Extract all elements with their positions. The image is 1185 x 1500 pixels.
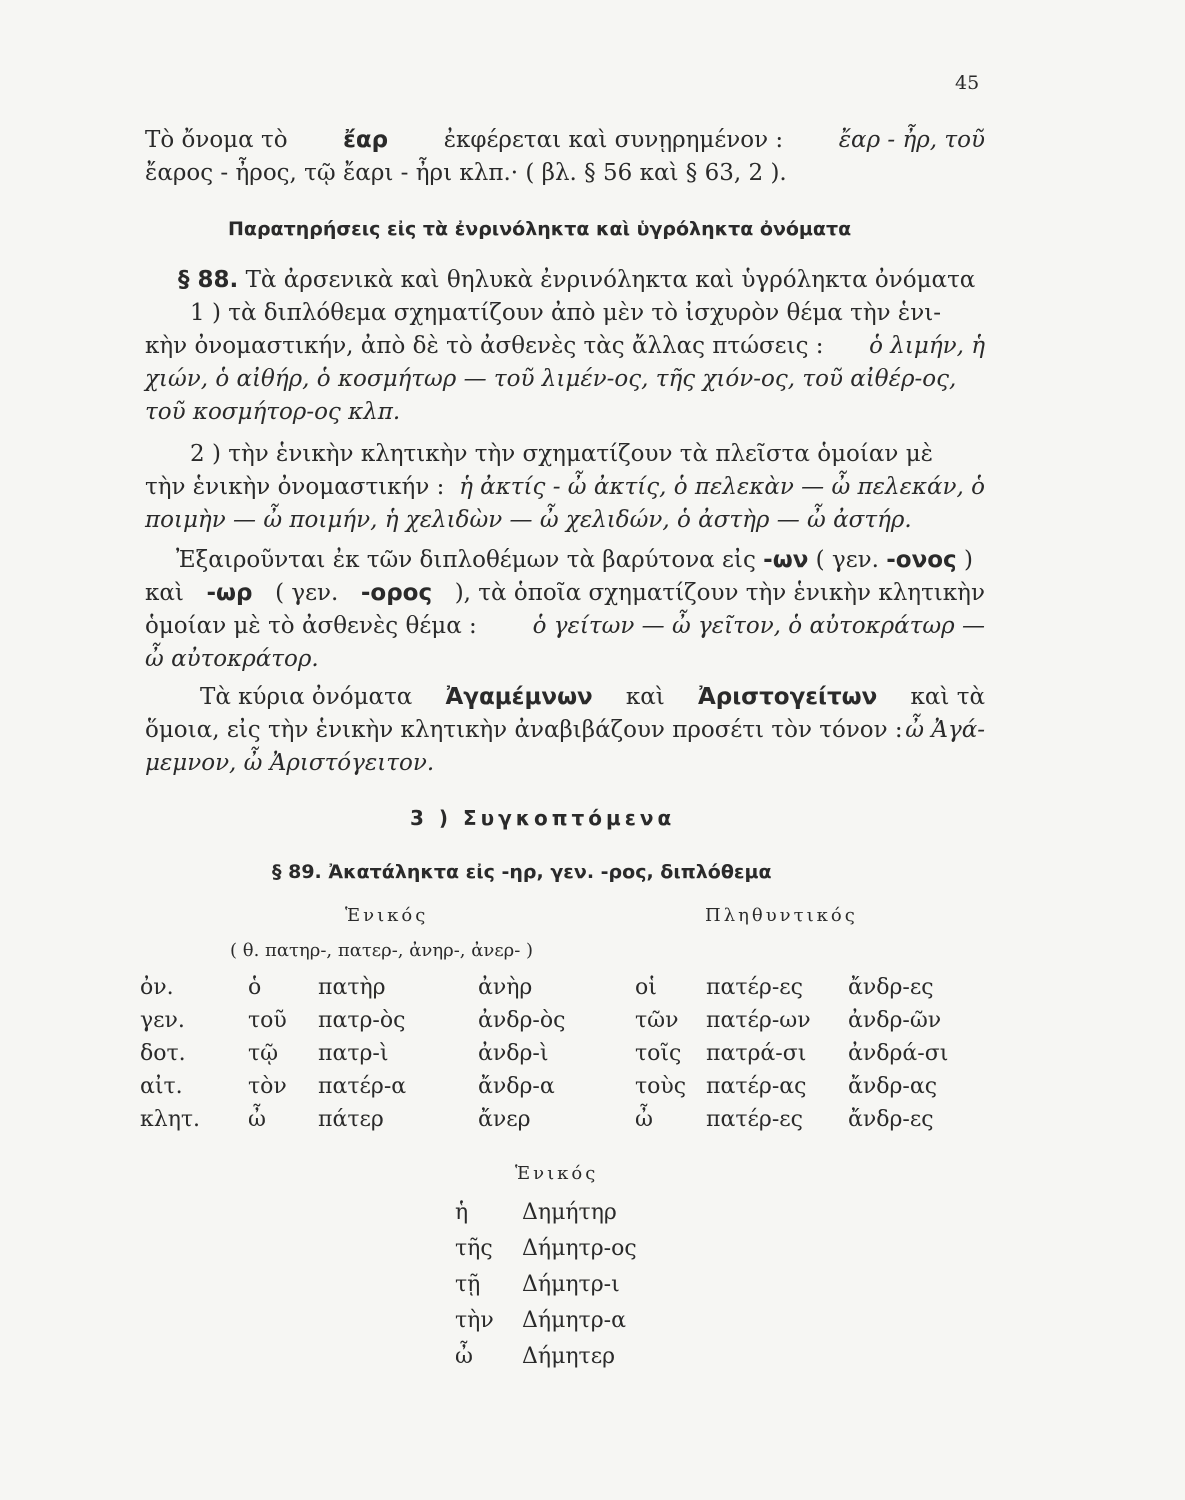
section-number: § 88. bbox=[178, 267, 239, 293]
form-pater: πατὴρ bbox=[318, 975, 386, 1000]
plural-article: τοὺς bbox=[635, 1074, 687, 1099]
example-line: χιών, ὁ αἰθήρ, ὁ κοσμήτωρ — τοῦ λιμέν-ος, τῆς χιόν-ος, τοῦ αἰθέρ-ος, bbox=[145, 366, 957, 392]
example-text: ἡ ἀκτίς - ὦ ἀκτίς, ὁ πελεκὰν — ὦ πελεκάν, ὁ bbox=[459, 474, 985, 500]
article: ὦ bbox=[248, 1107, 266, 1132]
text-span: ), τὰ ὁποῖα σχηματίζουν τὴν ἑνικὴν κλητικὴν bbox=[454, 580, 985, 606]
form-pater: πάτερ bbox=[318, 1107, 384, 1132]
text-span: ἐκφέρεται καὶ συνῃρημένον : bbox=[443, 127, 784, 153]
text-line bbox=[145, 611, 985, 641]
text-span: ὅμοια, εἰς τὴν ἑνικὴν κλητικὴν ἀναβιβάζουν προσέτι τὸν τόνον : bbox=[145, 717, 903, 743]
form-demeter: Δήμητρ-α bbox=[522, 1308, 626, 1333]
form-aner: ἀνδρ-ὸς bbox=[478, 1008, 566, 1033]
text-span: κὴν ὀνομαστικήν, ἀπὸ δὲ τὸ ἀσθενὲς τὰς ἄλλας πτώσεις : bbox=[145, 333, 824, 359]
bold-ending: -ων bbox=[763, 547, 809, 573]
text-line bbox=[145, 715, 985, 745]
text-line bbox=[200, 682, 985, 712]
plural-form-aner: ἀνδρά-σι bbox=[848, 1041, 949, 1066]
example-line: τοῦ κοσμήτορ-ος κλπ. bbox=[145, 399, 401, 425]
section-heading: Παρατηρήσεις εἰς τὰ ἐνρινόληκτα καὶ ὑγρόληκτα ὀνόματα bbox=[228, 218, 852, 240]
example-line: ποιμὴν — ὦ ποιμήν, ἡ χελιδὼν — ὦ χελιδών, ὁ ἀστὴρ — ὦ ἀστήρ. bbox=[145, 507, 912, 533]
example-text: ὁ λιμήν, ἡ bbox=[869, 333, 985, 359]
text-span: ( γεν. bbox=[815, 547, 879, 573]
form-demeter: Δημήτηρ bbox=[522, 1200, 617, 1225]
bold-ending: -ωρ bbox=[206, 580, 253, 606]
case-label: αἰτ. bbox=[140, 1074, 183, 1099]
text-line bbox=[178, 265, 975, 295]
column-header-singular: Ἑνικός bbox=[345, 905, 429, 926]
text-line bbox=[145, 125, 985, 155]
theme-note: ( θ. πατηρ-, πατερ-, ἀνηρ-, ἀνερ- ) bbox=[230, 940, 534, 961]
form-demeter: Δήμητερ bbox=[522, 1344, 616, 1369]
form-pater: πατρ-ὶ bbox=[318, 1041, 389, 1066]
plural-form-pater: πατέρ-ας bbox=[706, 1074, 807, 1099]
example-text: ἔαρ - ἦρ, τοῦ bbox=[838, 127, 985, 153]
article: τῇ bbox=[455, 1272, 481, 1297]
plural-form-aner: ἄνδρ-ες bbox=[848, 975, 934, 1000]
plural-form-pater: πατρά-σι bbox=[706, 1041, 807, 1066]
text-span: ( γεν. bbox=[275, 580, 339, 606]
text-span: καὶ bbox=[145, 580, 184, 606]
article: ὁ bbox=[248, 975, 262, 1000]
proper-name: Ἀριστογείτων bbox=[697, 684, 878, 710]
article: τῷ bbox=[248, 1041, 279, 1066]
plural-form-aner: ἄνδρ-ας bbox=[848, 1074, 938, 1099]
section-heading: § 89. Ἀκατάληκτα εἰς -ηρ, γεν. -ρος, διπλόθεμα bbox=[272, 861, 772, 883]
form-pater: πατέρ-α bbox=[318, 1074, 407, 1099]
case-label: ὀν. bbox=[140, 975, 174, 1000]
bold-ending: -ονος bbox=[886, 547, 957, 573]
proper-name: Ἀγαμέμνων bbox=[445, 684, 593, 710]
plural-form-pater: πατέρ-ων bbox=[706, 1008, 811, 1033]
plural-form-pater: πατέρ-ες bbox=[706, 1107, 803, 1132]
text-span: Τὰ ἀρσενικὰ καὶ θηλυκὰ ἐνρινόληκτα καὶ ὑγρόληκτα ὀνόματα bbox=[245, 267, 976, 293]
subsection-heading: 3 ) Συγκοπτόμενα bbox=[410, 806, 676, 830]
plural-form-aner: ἄνδρ-ες bbox=[848, 1107, 934, 1132]
article: τὴν bbox=[455, 1308, 494, 1333]
example-text: ὁ γείτων — ὦ γεῖτον, ὁ αὐτοκράτωρ — bbox=[532, 613, 985, 639]
example-line: ὦ αὐτοκράτορ. bbox=[145, 646, 319, 672]
text-line bbox=[176, 545, 973, 575]
plural-article: τοῖς bbox=[635, 1041, 682, 1066]
page-number: 45 bbox=[955, 72, 980, 94]
bold-ending: -ορος bbox=[360, 580, 433, 606]
plural-article: ὦ bbox=[635, 1107, 653, 1132]
case-label: γεν. bbox=[140, 1008, 185, 1033]
case-label: δοτ. bbox=[140, 1041, 186, 1066]
form-pater: πατρ-ὸς bbox=[318, 1008, 406, 1033]
text-line bbox=[145, 472, 985, 502]
text-span: καὶ bbox=[625, 684, 665, 710]
plural-form-aner: ἀνδρ-ῶν bbox=[848, 1008, 942, 1033]
plural-article: τῶν bbox=[635, 1008, 679, 1033]
form-demeter: Δήμητρ-ος bbox=[522, 1236, 637, 1261]
article: τῆς bbox=[455, 1236, 493, 1261]
article: ἡ bbox=[455, 1200, 469, 1225]
text-line bbox=[145, 578, 985, 608]
text-span: Τὸ ὄνομα τὸ bbox=[145, 127, 288, 153]
text-span: ὁμοίαν μὲ τὸ ἀσθενὲς θέμα : bbox=[145, 613, 477, 639]
text-line: ἔαρος - ἦρος, τῷ ἔαρι - ἦρι κλπ.· ( βλ. § 56 καὶ § 63, 2 ). bbox=[145, 160, 787, 186]
plural-form-pater: πατέρ-ες bbox=[706, 975, 803, 1000]
article: τὸν bbox=[248, 1074, 287, 1099]
text-span: ) bbox=[964, 547, 973, 573]
form-demeter: Δήμητρ-ι bbox=[522, 1272, 620, 1297]
column-header-singular: Ἑνικός bbox=[515, 1163, 599, 1184]
column-header-plural: Πληθυντικός bbox=[705, 905, 858, 926]
form-aner: ἄνδρ-α bbox=[478, 1074, 555, 1099]
text-span: Τὰ κύρια ὀνόματα bbox=[200, 684, 413, 710]
text-span: καὶ τὰ bbox=[910, 684, 985, 710]
text-line: 1 ) τὰ διπλόθεμα σχηματίζουν ἀπὸ μὲν τὸ ἰσχυρὸν θέμα τὴν ἑνι- bbox=[190, 300, 942, 326]
article: τοῦ bbox=[248, 1008, 287, 1033]
example-line: μεμνον, ὦ Ἀριστόγειτον. bbox=[145, 750, 435, 776]
text-line: 2 ) τὴν ἑνικὴν κλητικὴν τὴν σχηματίζουν τὰ πλεῖστα ὁμοίαν μὲ bbox=[190, 441, 933, 467]
form-aner: ἀνδρ-ὶ bbox=[478, 1041, 549, 1066]
text-span: τὴν ἑνικὴν ὀνομαστικήν : bbox=[145, 474, 445, 500]
text-span: Ἐξαιροῦνται ἐκ τῶν διπλοθέμων τὰ βαρύτονα εἰς bbox=[176, 547, 756, 573]
case-label: κλητ. bbox=[140, 1107, 201, 1132]
plural-article: οἱ bbox=[635, 975, 657, 1000]
article: ὦ bbox=[455, 1344, 473, 1369]
example-text: ὦ Ἀγά- bbox=[905, 717, 985, 743]
bold-term: ἔαρ bbox=[343, 127, 389, 153]
form-aner: ἀνὴρ bbox=[478, 975, 533, 1000]
form-aner: ἄνερ bbox=[478, 1107, 531, 1132]
text-line bbox=[145, 331, 985, 361]
